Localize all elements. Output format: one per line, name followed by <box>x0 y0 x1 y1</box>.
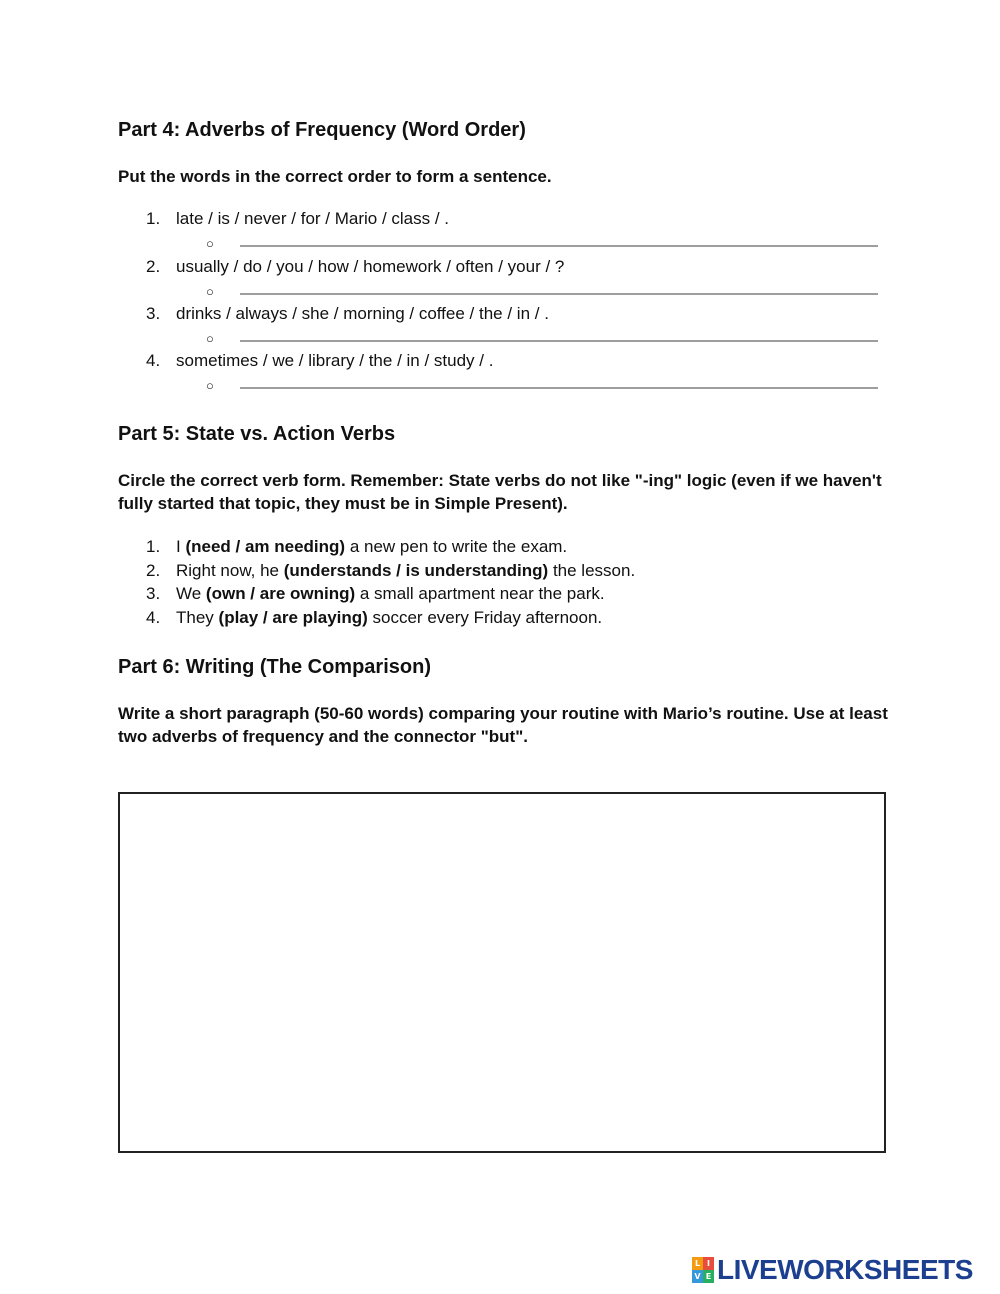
part5-item-2 <box>146 560 635 582</box>
logo-mark-letter: I <box>703 1257 714 1270</box>
item-number: 1. <box>146 209 161 228</box>
answer-line-1[interactable] <box>240 245 878 247</box>
part4-item-1 <box>146 208 449 230</box>
sentence-end: a small apartment near the park. <box>355 584 605 603</box>
part4-title: Part 4: Adverbs of Frequency (Word Order) <box>118 119 526 141</box>
item-number: 2. <box>146 561 161 580</box>
part5-title: Part 5: State vs. Action Verbs <box>118 423 396 445</box>
logo-mark-letter: V <box>692 1270 703 1283</box>
part5-item-1 <box>146 536 567 558</box>
logo-text: LIVEWORKSHEETS <box>717 1254 973 1285</box>
scrambled-words: usually / do / you / how / homework / often / your / ? <box>176 257 565 276</box>
answer-line-3[interactable] <box>240 340 878 342</box>
verb-options[interactable]: (understands / is understanding) <box>283 561 549 580</box>
part4-item-2 <box>146 256 564 278</box>
bullet-icon: ○ <box>206 378 214 393</box>
sentence-end: a new pen to write the exam. <box>345 537 568 556</box>
item-number: 1. <box>146 537 161 556</box>
sentence-end: the lesson. <box>548 561 636 580</box>
answer-line-2[interactable] <box>240 293 878 295</box>
bullet-icon: ○ <box>206 284 214 299</box>
part5-item-4 <box>146 607 602 629</box>
verb-options[interactable]: (own / are owning) <box>205 584 356 603</box>
part6-instruction: Write a short paragraph (50-60 words) comparing your routine with Mario’s routine. Use at least two adverbs of frequency and the connector "but". <box>118 704 888 746</box>
part4-item-3 <box>146 303 549 325</box>
sentence-start: Right now, he <box>176 561 284 580</box>
item-number: 3. <box>146 584 161 603</box>
item-number: 3. <box>146 304 161 323</box>
part6-title: Part 6: Writing (The Comparison) <box>118 656 431 678</box>
verb-options[interactable]: (play / are playing) <box>218 608 368 627</box>
bullet-icon: ○ <box>206 331 214 346</box>
part5-instruction: Circle the correct verb form. Remember: State verbs do not like "-ing" logic (even if we haven't fully started that topic, they must be in Simple Present). <box>118 471 882 513</box>
logo-mark-letter: L <box>692 1257 703 1270</box>
logo-mark-letter: E <box>703 1270 714 1283</box>
sentence-start: I <box>176 537 186 556</box>
sentence-end: soccer every Friday afternoon. <box>367 608 603 627</box>
part5-item-3 <box>146 583 605 605</box>
answer-line-4[interactable] <box>240 387 878 389</box>
sentence-start: They <box>176 608 219 627</box>
part4-item-4 <box>146 350 493 372</box>
item-number: 2. <box>146 257 161 276</box>
logo-mark-icon <box>692 1257 714 1283</box>
verb-options[interactable]: (need / am needing) <box>185 537 346 556</box>
scrambled-words: late / is / never / for / Mario / class / . <box>176 209 450 228</box>
part4-instruction: Put the words in the correct order to form a sentence. <box>118 167 552 186</box>
scrambled-words: sometimes / we / library / the / in / study / . <box>176 351 494 370</box>
liveworksheets-logo <box>692 1254 973 1286</box>
scrambled-words: drinks / always / she / morning / coffee / the / in / . <box>176 304 549 323</box>
writing-answer-box[interactable] <box>118 792 886 1153</box>
item-number: 4. <box>146 608 161 627</box>
sentence-start: We <box>176 584 206 603</box>
item-number: 4. <box>146 351 161 370</box>
bullet-icon: ○ <box>206 236 214 251</box>
